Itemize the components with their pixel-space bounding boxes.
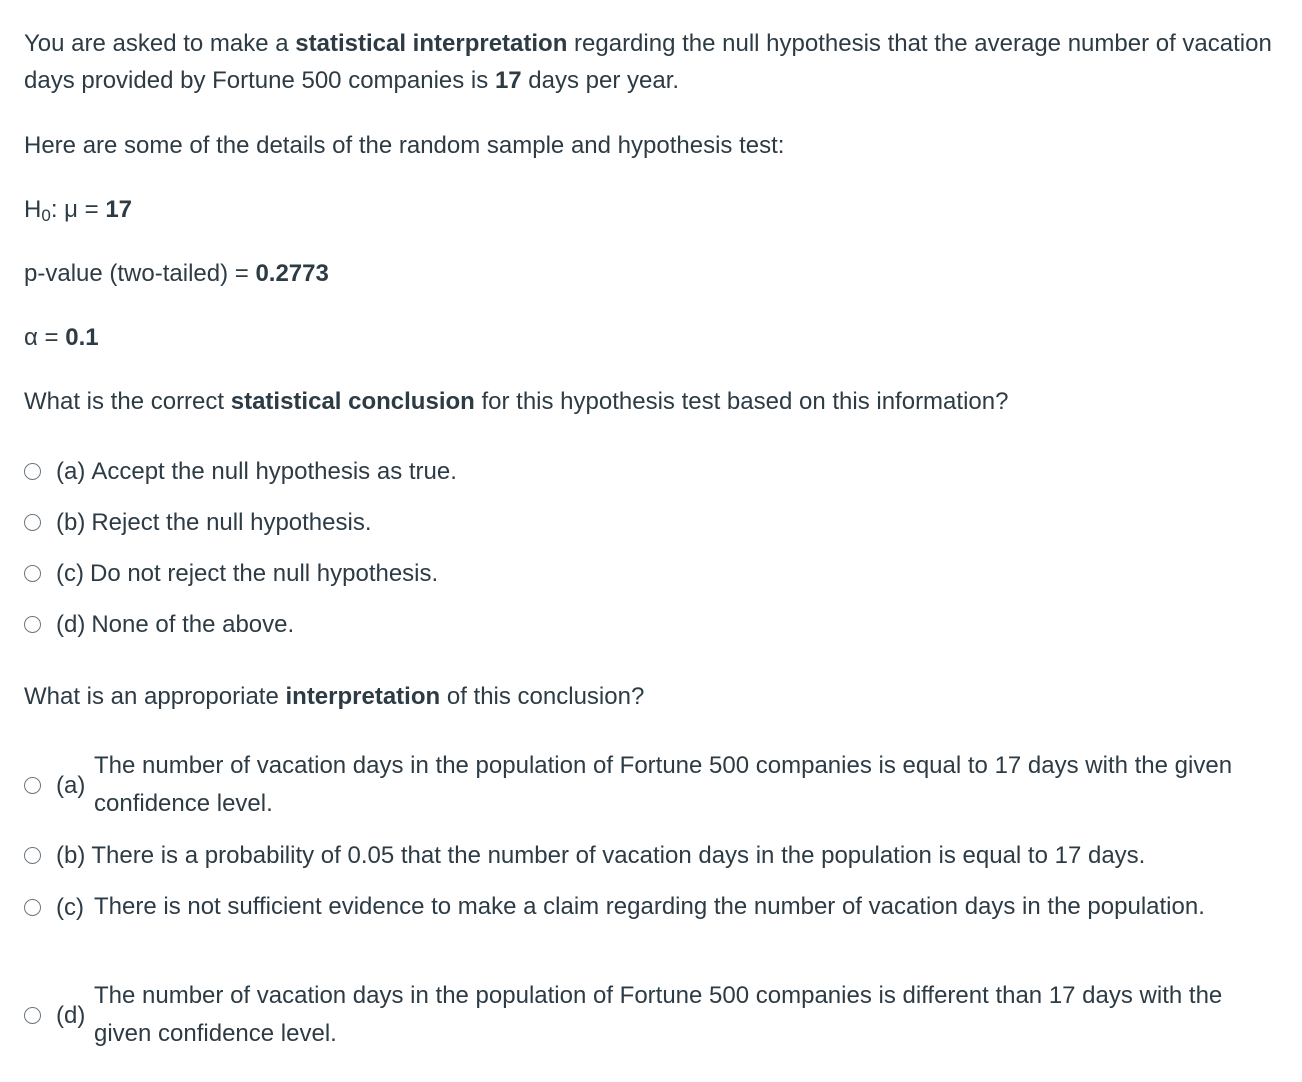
intro-text-1: You are asked to make a <box>24 30 296 57</box>
alpha-label: α = <box>24 324 66 351</box>
intro-bold-1: statistical interpretation <box>295 30 568 57</box>
question-2-prompt <box>24 678 644 715</box>
details-heading: Here are some of the details of the random sample and hypothesis test: <box>24 132 785 159</box>
radio-button[interactable] <box>24 1007 41 1024</box>
option-text: The number of vacation days in the population of Fortune 500 companies is different than 17 days with the given confidence level. <box>94 982 1223 1047</box>
question-1-prompt <box>24 383 1008 420</box>
intro-text-2: regarding the null hypothesis that the average number of vacation days provided by Fortune 500 companies is <box>24 30 1272 94</box>
q1-option-a[interactable] <box>24 453 1286 490</box>
q1-option-b[interactable] <box>24 504 1286 541</box>
intro-bold-2: 17 <box>494 67 522 94</box>
option-text: Accept the null hypothesis as true. <box>91 458 457 485</box>
q2-text-2: of this conclusion? <box>440 683 645 710</box>
alpha-value: 0.1 <box>65 324 99 351</box>
option-letter: (c) <box>56 893 84 921</box>
q1-option-d[interactable] <box>24 606 1286 643</box>
q2-text-1: What is an approporiate <box>24 683 286 710</box>
radio-button[interactable] <box>24 514 41 531</box>
option-letter: (b) <box>56 842 86 869</box>
q1-text-1: What is the correct <box>24 388 231 415</box>
option-letter: (d) <box>56 611 86 638</box>
h0-value: 17 <box>105 196 133 223</box>
q1-option-c[interactable] <box>24 555 1286 592</box>
option-text: The number of vacation days in the population of Fortune 500 companies is equal to 17 days with the given confidence level. <box>94 752 1233 817</box>
q1-text-2: for this hypothesis test based on this information? <box>474 388 1009 415</box>
option-letter: (d) <box>56 1001 86 1029</box>
radio-button[interactable] <box>24 847 41 864</box>
option-text: There is a probability of 0.05 that the number of vacation days in the population is equal to 17 days. <box>91 842 1146 869</box>
option-letter: (b) <box>56 509 86 536</box>
q2-bold: interpretation <box>285 683 441 710</box>
intro-text-3: days per year. <box>521 67 680 94</box>
q2-option-b[interactable] <box>24 837 1286 874</box>
option-letter: (c) <box>56 560 84 587</box>
radio-button[interactable] <box>24 899 41 916</box>
option-text: Do not reject the null hypothesis. <box>89 560 439 587</box>
q2-option-d[interactable] <box>24 977 1286 1053</box>
p-value-label: p-value (two-tailed) = <box>24 260 256 287</box>
radio-button[interactable] <box>24 777 41 794</box>
option-letter: (a) <box>56 771 86 799</box>
null-hypothesis <box>24 191 132 228</box>
q2-option-c[interactable] <box>24 888 1286 926</box>
radio-button[interactable] <box>24 565 41 582</box>
alpha-line <box>24 319 99 356</box>
p-value-value: 0.2773 <box>255 260 329 287</box>
option-text: Reject the null hypothesis. <box>91 509 372 536</box>
option-letter: (a) <box>56 458 86 485</box>
q2-option-a[interactable] <box>24 747 1286 823</box>
h0-label: H <box>24 196 42 223</box>
radio-button[interactable] <box>24 463 41 480</box>
radio-button[interactable] <box>24 616 41 633</box>
p-value-line <box>24 255 329 292</box>
h0-subscript: 0 <box>41 206 51 225</box>
q1-bold: statistical conclusion <box>230 388 475 415</box>
option-text: None of the above. <box>91 611 295 638</box>
option-text: There is not sufficient evidence to make a claim regarding the number of vacation days in the population. <box>94 893 1205 920</box>
intro-paragraph <box>24 25 1286 99</box>
h0-label-rest: : μ = <box>50 196 106 223</box>
